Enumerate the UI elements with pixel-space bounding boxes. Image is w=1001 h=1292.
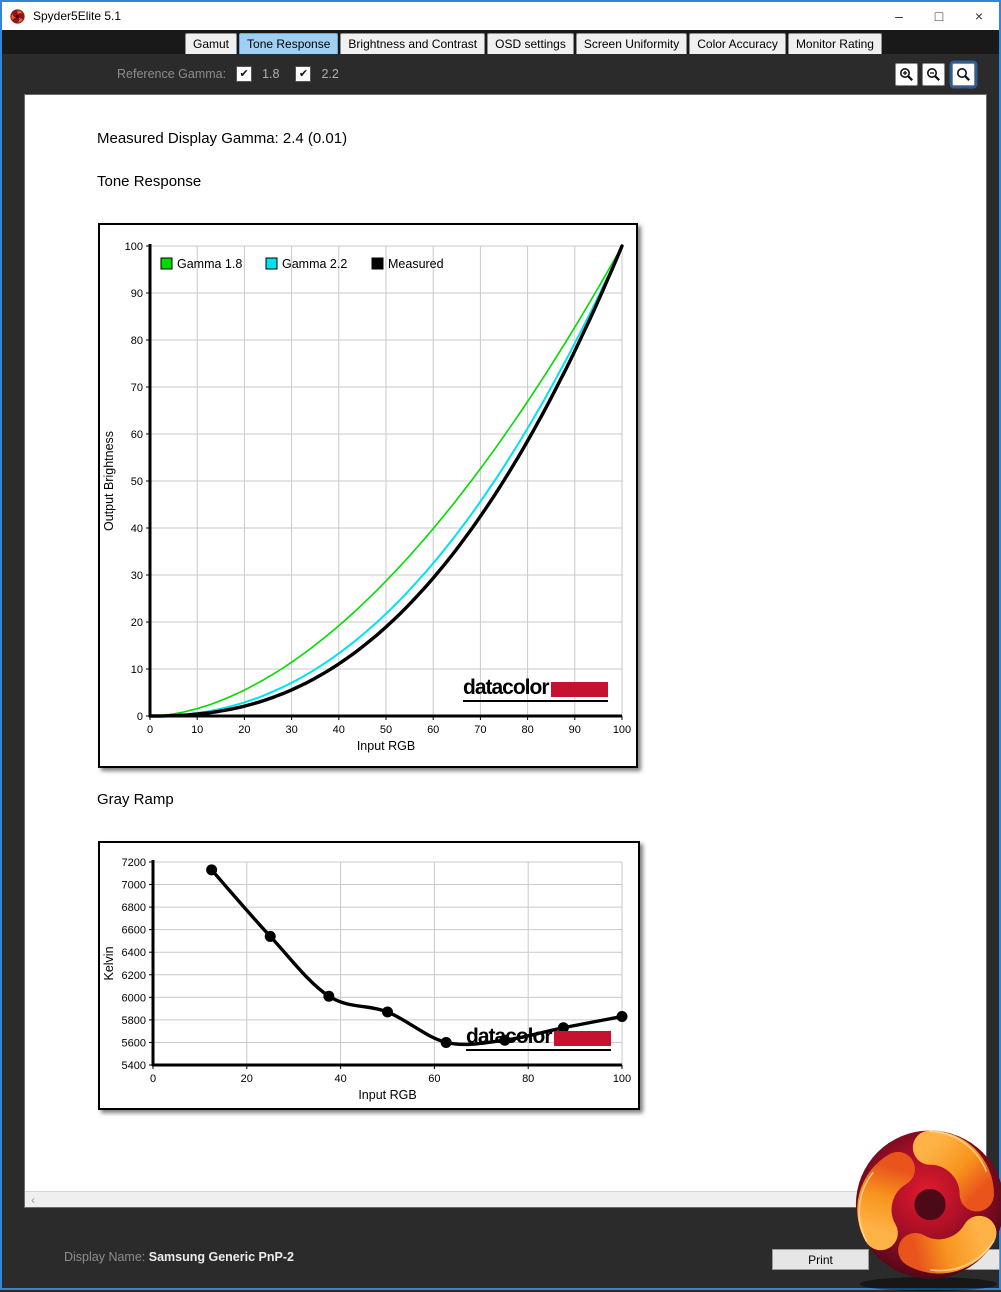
spyder-logo (852, 1128, 1001, 1292)
svg-text:5400: 5400 (121, 1060, 146, 1072)
title-bar (2, 2, 999, 30)
svg-text:80: 80 (522, 1073, 535, 1085)
tab-tone-response[interactable]: Tone Response (239, 33, 338, 54)
gray-ramp-title: Gray Ramp (97, 791, 174, 808)
gamma-1.8-checkbox[interactable]: ✔ (236, 66, 252, 82)
gray-ramp-chart (98, 841, 640, 1110)
zoom-reset-icon (956, 67, 971, 82)
tab-brightness-and-contrast[interactable]: Brightness and Contrast (340, 33, 485, 54)
svg-text:100: 100 (124, 241, 143, 253)
svg-text:60: 60 (130, 429, 143, 441)
tab-gamut[interactable]: Gamut (185, 33, 237, 54)
tab-osd-settings[interactable]: OSD settings (487, 33, 574, 54)
gamma-2.2-checkbox[interactable]: ✔ (295, 66, 311, 82)
zoom-reset-button[interactable] (952, 63, 975, 86)
svg-text:40: 40 (332, 724, 345, 736)
svg-text:50: 50 (130, 476, 143, 488)
svg-text:30: 30 (130, 570, 143, 582)
svg-text:Gamma 1.8: Gamma 1.8 (177, 257, 243, 271)
datacolor-wordmark: datacolor (466, 1025, 552, 1048)
zoom-out-icon (926, 67, 941, 82)
display-name (64, 1250, 294, 1264)
svg-text:70: 70 (130, 382, 143, 394)
gamma-2.2-label: 2.2 (321, 67, 339, 81)
datacolor-logo (463, 676, 608, 702)
svg-text:Measured: Measured (388, 257, 444, 271)
print-button[interactable]: Print (772, 1249, 869, 1270)
svg-text:0: 0 (136, 711, 143, 723)
svg-text:40: 40 (130, 523, 143, 535)
horizontal-scrollbar[interactable] (25, 1191, 986, 1207)
tone-response-chart (98, 223, 638, 768)
close-button[interactable]: × (974, 8, 984, 24)
svg-text:Gamma 2.2: Gamma 2.2 (282, 257, 348, 271)
zoom-in-icon (899, 67, 914, 82)
svg-text:5800: 5800 (121, 1014, 146, 1027)
svg-text:40: 40 (334, 1073, 347, 1085)
window-title: Spyder5Elite 5.1 (33, 9, 122, 23)
svg-text:20: 20 (238, 724, 251, 736)
svg-text:70: 70 (474, 724, 487, 736)
svg-text:6400: 6400 (121, 947, 146, 960)
zoom-out-button[interactable] (922, 63, 945, 86)
svg-text:6600: 6600 (121, 924, 146, 937)
report-page (24, 94, 987, 1208)
zoom-button-group (895, 63, 975, 86)
tab-screen-uniformity[interactable]: Screen Uniformity (576, 33, 687, 54)
svg-text:100: 100 (612, 724, 632, 736)
svg-text:6000: 6000 (121, 992, 146, 1005)
minimize-button[interactable]: – (895, 8, 903, 24)
svg-text:0: 0 (149, 1073, 157, 1085)
tab-monitor-rating[interactable]: Monitor Rating (788, 33, 882, 54)
window-controls (879, 2, 999, 30)
svg-text:Kelvin: Kelvin (102, 946, 116, 981)
svg-text:6200: 6200 (121, 969, 146, 982)
measured-gamma-heading: Measured Display Gamma: 2.4 (0.01) (97, 130, 348, 147)
svg-text:0: 0 (146, 724, 154, 736)
zoom-in-button[interactable] (895, 63, 918, 86)
svg-text:60: 60 (428, 1073, 441, 1085)
reference-gamma-label: Reference Gamma: (117, 67, 227, 81)
svg-text:7000: 7000 (121, 879, 146, 892)
svg-text:10: 10 (130, 664, 143, 676)
display-name-value: Samsung Generic PnP-2 (148, 1250, 294, 1264)
svg-text:90: 90 (568, 724, 581, 736)
svg-text:10: 10 (191, 724, 204, 736)
svg-text:100: 100 (612, 1073, 632, 1085)
datacolor-red-block (554, 1031, 611, 1046)
svg-text:80: 80 (130, 335, 143, 347)
datacolor-red-block (551, 682, 608, 697)
svg-text:50: 50 (379, 724, 393, 736)
svg-text:Input RGB: Input RGB (358, 1088, 417, 1102)
svg-text:90: 90 (130, 288, 143, 300)
svg-text:80: 80 (521, 724, 534, 736)
tone-response-title: Tone Response (97, 173, 202, 190)
datacolor-wordmark: datacolor (463, 676, 549, 699)
svg-text:6800: 6800 (121, 902, 146, 915)
svg-text:Output Brightness: Output Brightness (102, 430, 116, 532)
svg-text:Input RGB: Input RGB (356, 739, 416, 753)
svg-text:60: 60 (427, 724, 440, 736)
tab-strip (2, 30, 999, 54)
svg-text:5600: 5600 (121, 1037, 146, 1050)
gray-ramp-plot (100, 843, 638, 1108)
svg-text:20: 20 (130, 617, 143, 629)
maximize-button[interactable]: □ (934, 8, 944, 24)
datacolor-logo (466, 1025, 611, 1051)
tabs (185, 33, 884, 54)
scroll-left-arrow[interactable]: ‹ (31, 1192, 35, 1207)
tab-color-accuracy[interactable]: Color Accuracy (689, 33, 786, 54)
svg-text:20: 20 (240, 1073, 253, 1085)
svg-text:7200: 7200 (121, 857, 146, 869)
toolbar (2, 54, 999, 94)
display-name-label: Display Name: (64, 1250, 146, 1264)
gamma-1.8-label: 1.8 (262, 67, 280, 81)
app-icon (10, 9, 25, 24)
svg-text:30: 30 (285, 724, 298, 736)
reference-gamma-group (117, 54, 355, 94)
